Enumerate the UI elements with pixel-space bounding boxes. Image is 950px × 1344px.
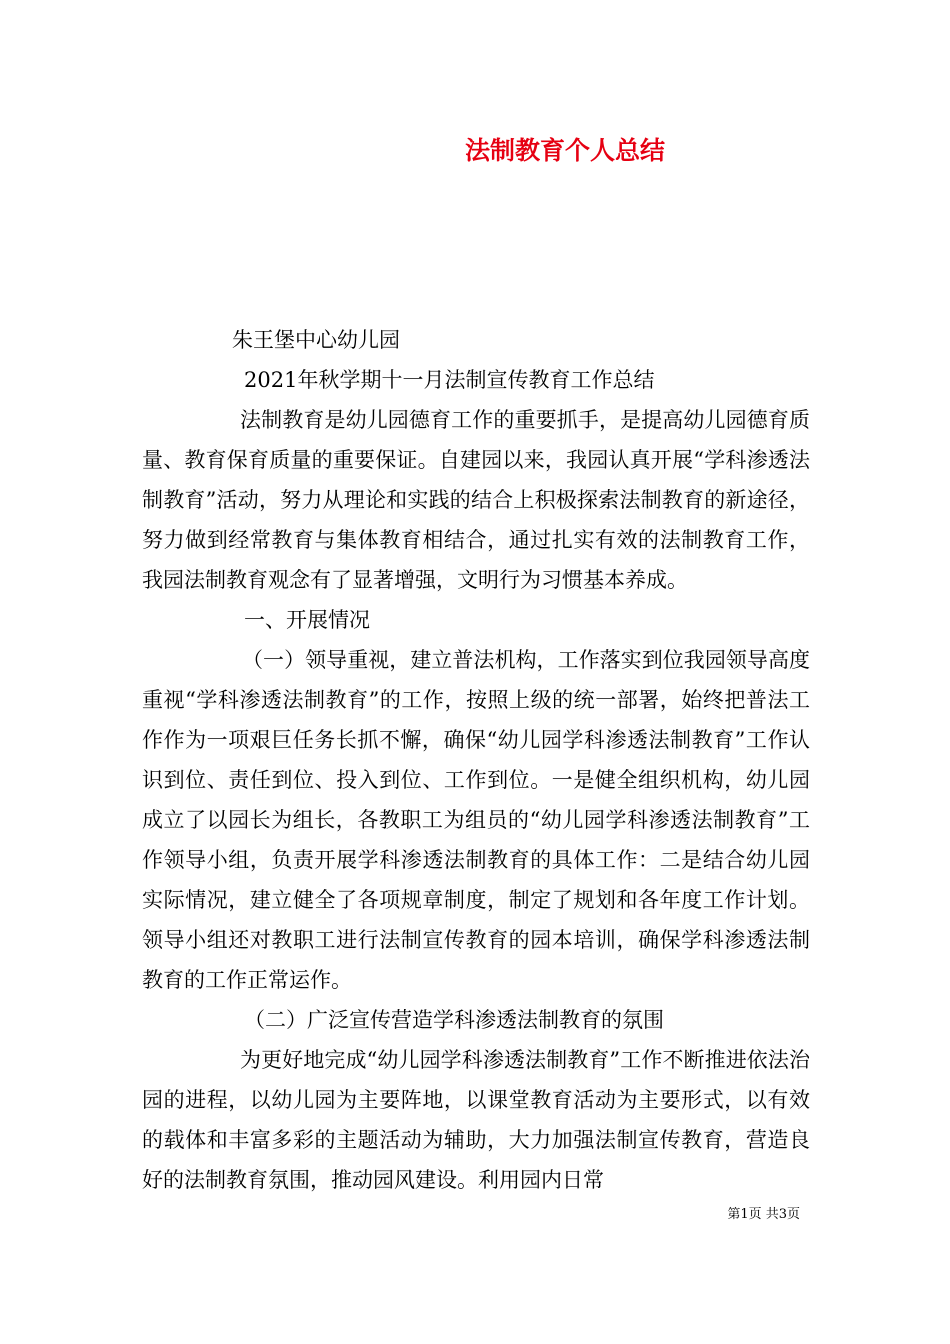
subsection-1-paragraph: （一）领导重视，建立普法机构，工作落实到位我园领导高度重视“学科渗透法制教育”的工作，按照上级的统一部署，始终把普法工作作为一项艰巨任务长抓不懈，确保“幼儿园学科渗透法制教育”工作认识到位、责任到位、投入到位、工作到位。一是健全组织机构，幼儿园成立了以园长为组长，各教职工为组员的“幼儿园学科渗透法制教育”工作领导小组，负责开展学科渗透法制教育的具体工作：二是结合幼儿园实际情况，建立健全了各项规章制度，制定了规划和各年度工作计划。领导小组还对教职工进行法制宣传教育的园本培训，确保学科渗透法制教育的工作正常运作。	[142, 648, 810, 992]
page-number: 第1页 共3页	[727, 1207, 800, 1222]
subsection-2-heading: （二）广泛宣传营造学科渗透法制教育的氛围	[244, 1008, 664, 1032]
section-heading-1: 一、开展情况	[244, 608, 370, 632]
subsection-2-paragraph: 为更好地完成“幼儿园学科渗透法制教育”工作不断推进依法治园的进程，以幼儿园为主要阵地，以课堂教育活动为主要形式，以有效的载体和丰富多彩的主题活动为辅助，大力加强法制宣传教育，营造良好的法制教育氛围，推动园风建设。利用园内日常	[142, 1048, 810, 1192]
document-body	[142, 320, 810, 1200]
organization-name: 朱王堡中心幼儿园	[232, 328, 400, 352]
report-subtitle: 2021年秋学期十一月法制宣传教育工作总结	[244, 368, 655, 392]
intro-paragraph: 法制教育是幼儿园德育工作的重要抓手，是提高幼儿园德育质量、教育保育质量的重要保证。自建园以来，我园认真开展“学科渗透法制教育”活动，努力从理论和实践的结合上积极探索法制教育的新途径，努力做到经常教育与集体教育相结合，通过扎实有效的法制教育工作，我园法制教育观念有了显著增强，文明行为习惯基本养成。	[142, 408, 810, 592]
document-title: 法制教育个人总结	[464, 136, 665, 165]
